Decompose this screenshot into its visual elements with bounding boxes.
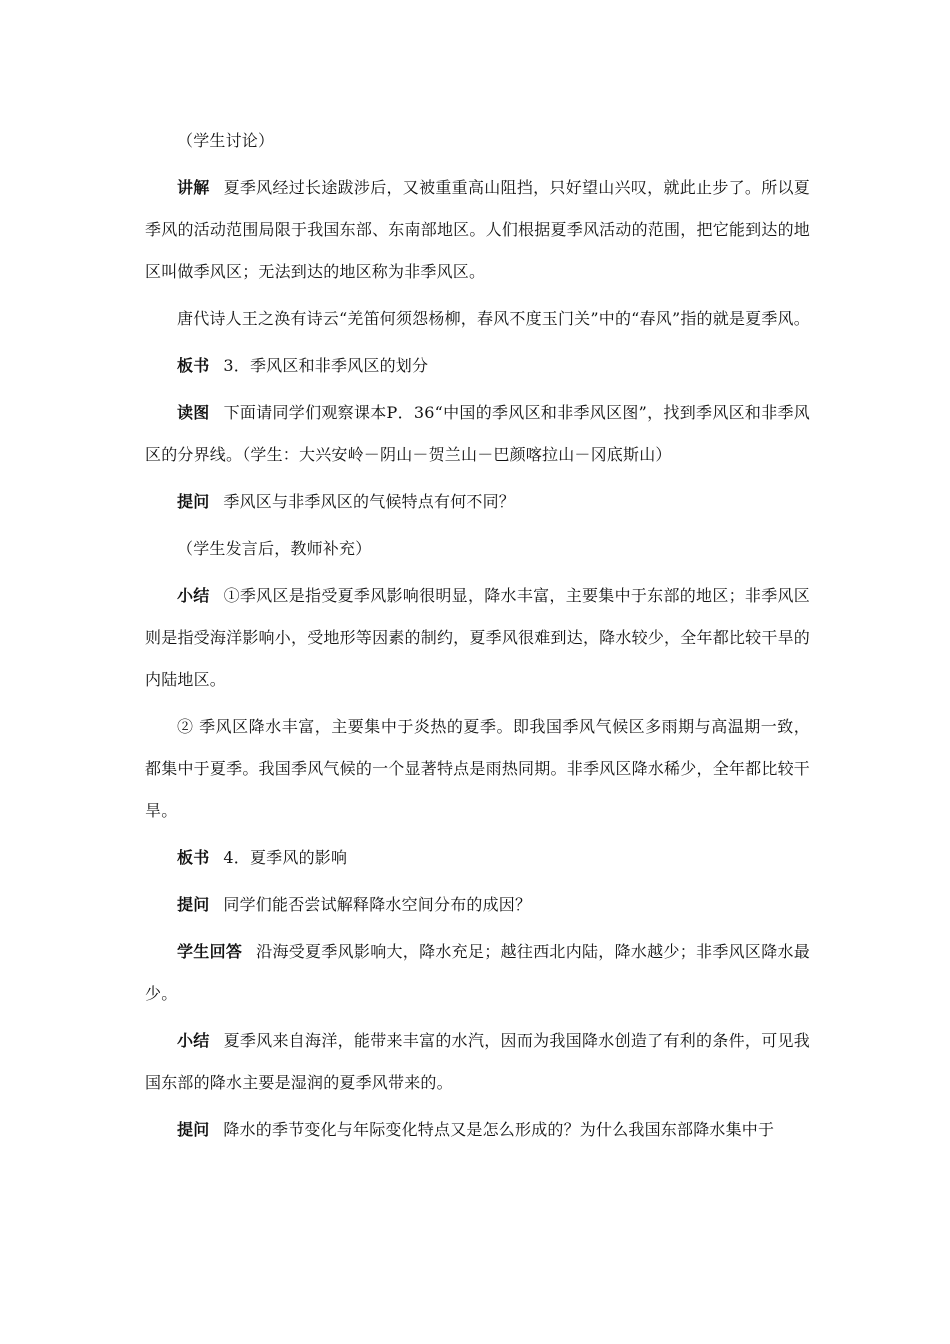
paragraph-label: 提问	[177, 1120, 210, 1139]
paragraph-summary-1	[145, 575, 810, 701]
paragraph-text: 3．季风区和非季风区的划分	[223, 356, 429, 375]
paragraph-label: 讲解	[177, 178, 210, 197]
paragraph-label: 板书	[177, 356, 210, 375]
paragraph-text: 夏季风经过长途跋涉后，又被重重高山阻挡，只好望山兴叹，就此止步了。所以夏季风的活动范围局限于我国东部、东南部地区。人们根据夏季风活动的范围，把它能到达的地区叫做季风区；无法到达的地区称为非季风区。	[145, 178, 811, 281]
paragraph-text: ①季风区是指受夏季风影响很明显，降水丰富，主要集中于东部的地区；非季风区则是指受海洋影响小，受地形等因素的制约，夏季风很难到达，降水较少，全年都比较干旱的内陆地区。	[145, 586, 811, 689]
paragraph-board-3	[145, 345, 810, 387]
paragraph-summary-2	[145, 706, 810, 832]
paragraph-label: 读图	[177, 403, 210, 422]
paragraph-teacher-supplement	[145, 528, 810, 570]
document-body	[145, 120, 810, 1156]
paragraph-label: 提问	[177, 492, 210, 511]
paragraph-text: 下面请同学们观察课本P．36“中国的季风区和非季风区图”，找到季风区和非季风区的分界线。（学生：大兴安岭－阴山－贺兰山－巴颜喀拉山－冈底斯山）	[145, 403, 810, 464]
paragraph-poem	[145, 298, 810, 340]
paragraph-summary-3	[145, 1020, 810, 1104]
paragraph-text: 夏季风来自海洋，能带来丰富的水汽，因而为我国降水创造了有利的条件，可见我国东部的降水主要是湿润的夏季风带来的。	[145, 1031, 811, 1092]
paragraph-text: ② 季风区降水丰富，主要集中于炎热的夏季。即我国季风气候区多雨期与高温期一致，都集中于夏季。我国季风气候的一个显著特点是雨热同期。非季风区降水稀少，全年都比较干旱。	[145, 717, 810, 820]
paragraph-text: 4．夏季风的影响	[223, 848, 348, 867]
paragraph-label: 小结	[177, 586, 210, 605]
paragraph-text: 唐代诗人王之涣有诗云“羌笛何须怨杨柳，春风不度玉门关”中的“春风”指的就是夏季风。	[177, 309, 810, 328]
paragraph-question-2	[145, 884, 810, 926]
paragraph-text: 同学们能否尝试解释降水空间分布的成因？	[223, 895, 532, 914]
paragraph-text: 沿海受夏季风影响大，降水充足；越往西北内陆，降水越少；非季风区降水最少。	[145, 942, 810, 1003]
paragraph-read-map	[145, 392, 810, 476]
paragraph-label: 提问	[177, 895, 210, 914]
paragraph-label: 板书	[177, 848, 210, 867]
paragraph-lecture	[145, 167, 810, 293]
paragraph-board-4	[145, 837, 810, 879]
paragraph-student-discussion	[145, 120, 810, 162]
paragraph-text: 季风区与非季风区的气候特点有何不同？	[223, 492, 516, 511]
paragraph-text: 降水的季节变化与年际变化特点又是怎么形成的？为什么我国东部降水集中于	[223, 1120, 775, 1139]
paragraph-question-1	[145, 481, 810, 523]
paragraph-text: （学生发言后，教师补充）	[177, 539, 372, 558]
paragraph-question-3	[145, 1109, 810, 1151]
paragraph-student-answer	[145, 931, 810, 1015]
paragraph-label: 小结	[177, 1031, 210, 1050]
paragraph-text: （学生讨论）	[177, 131, 275, 150]
paragraph-label: 学生回答	[177, 942, 243, 961]
